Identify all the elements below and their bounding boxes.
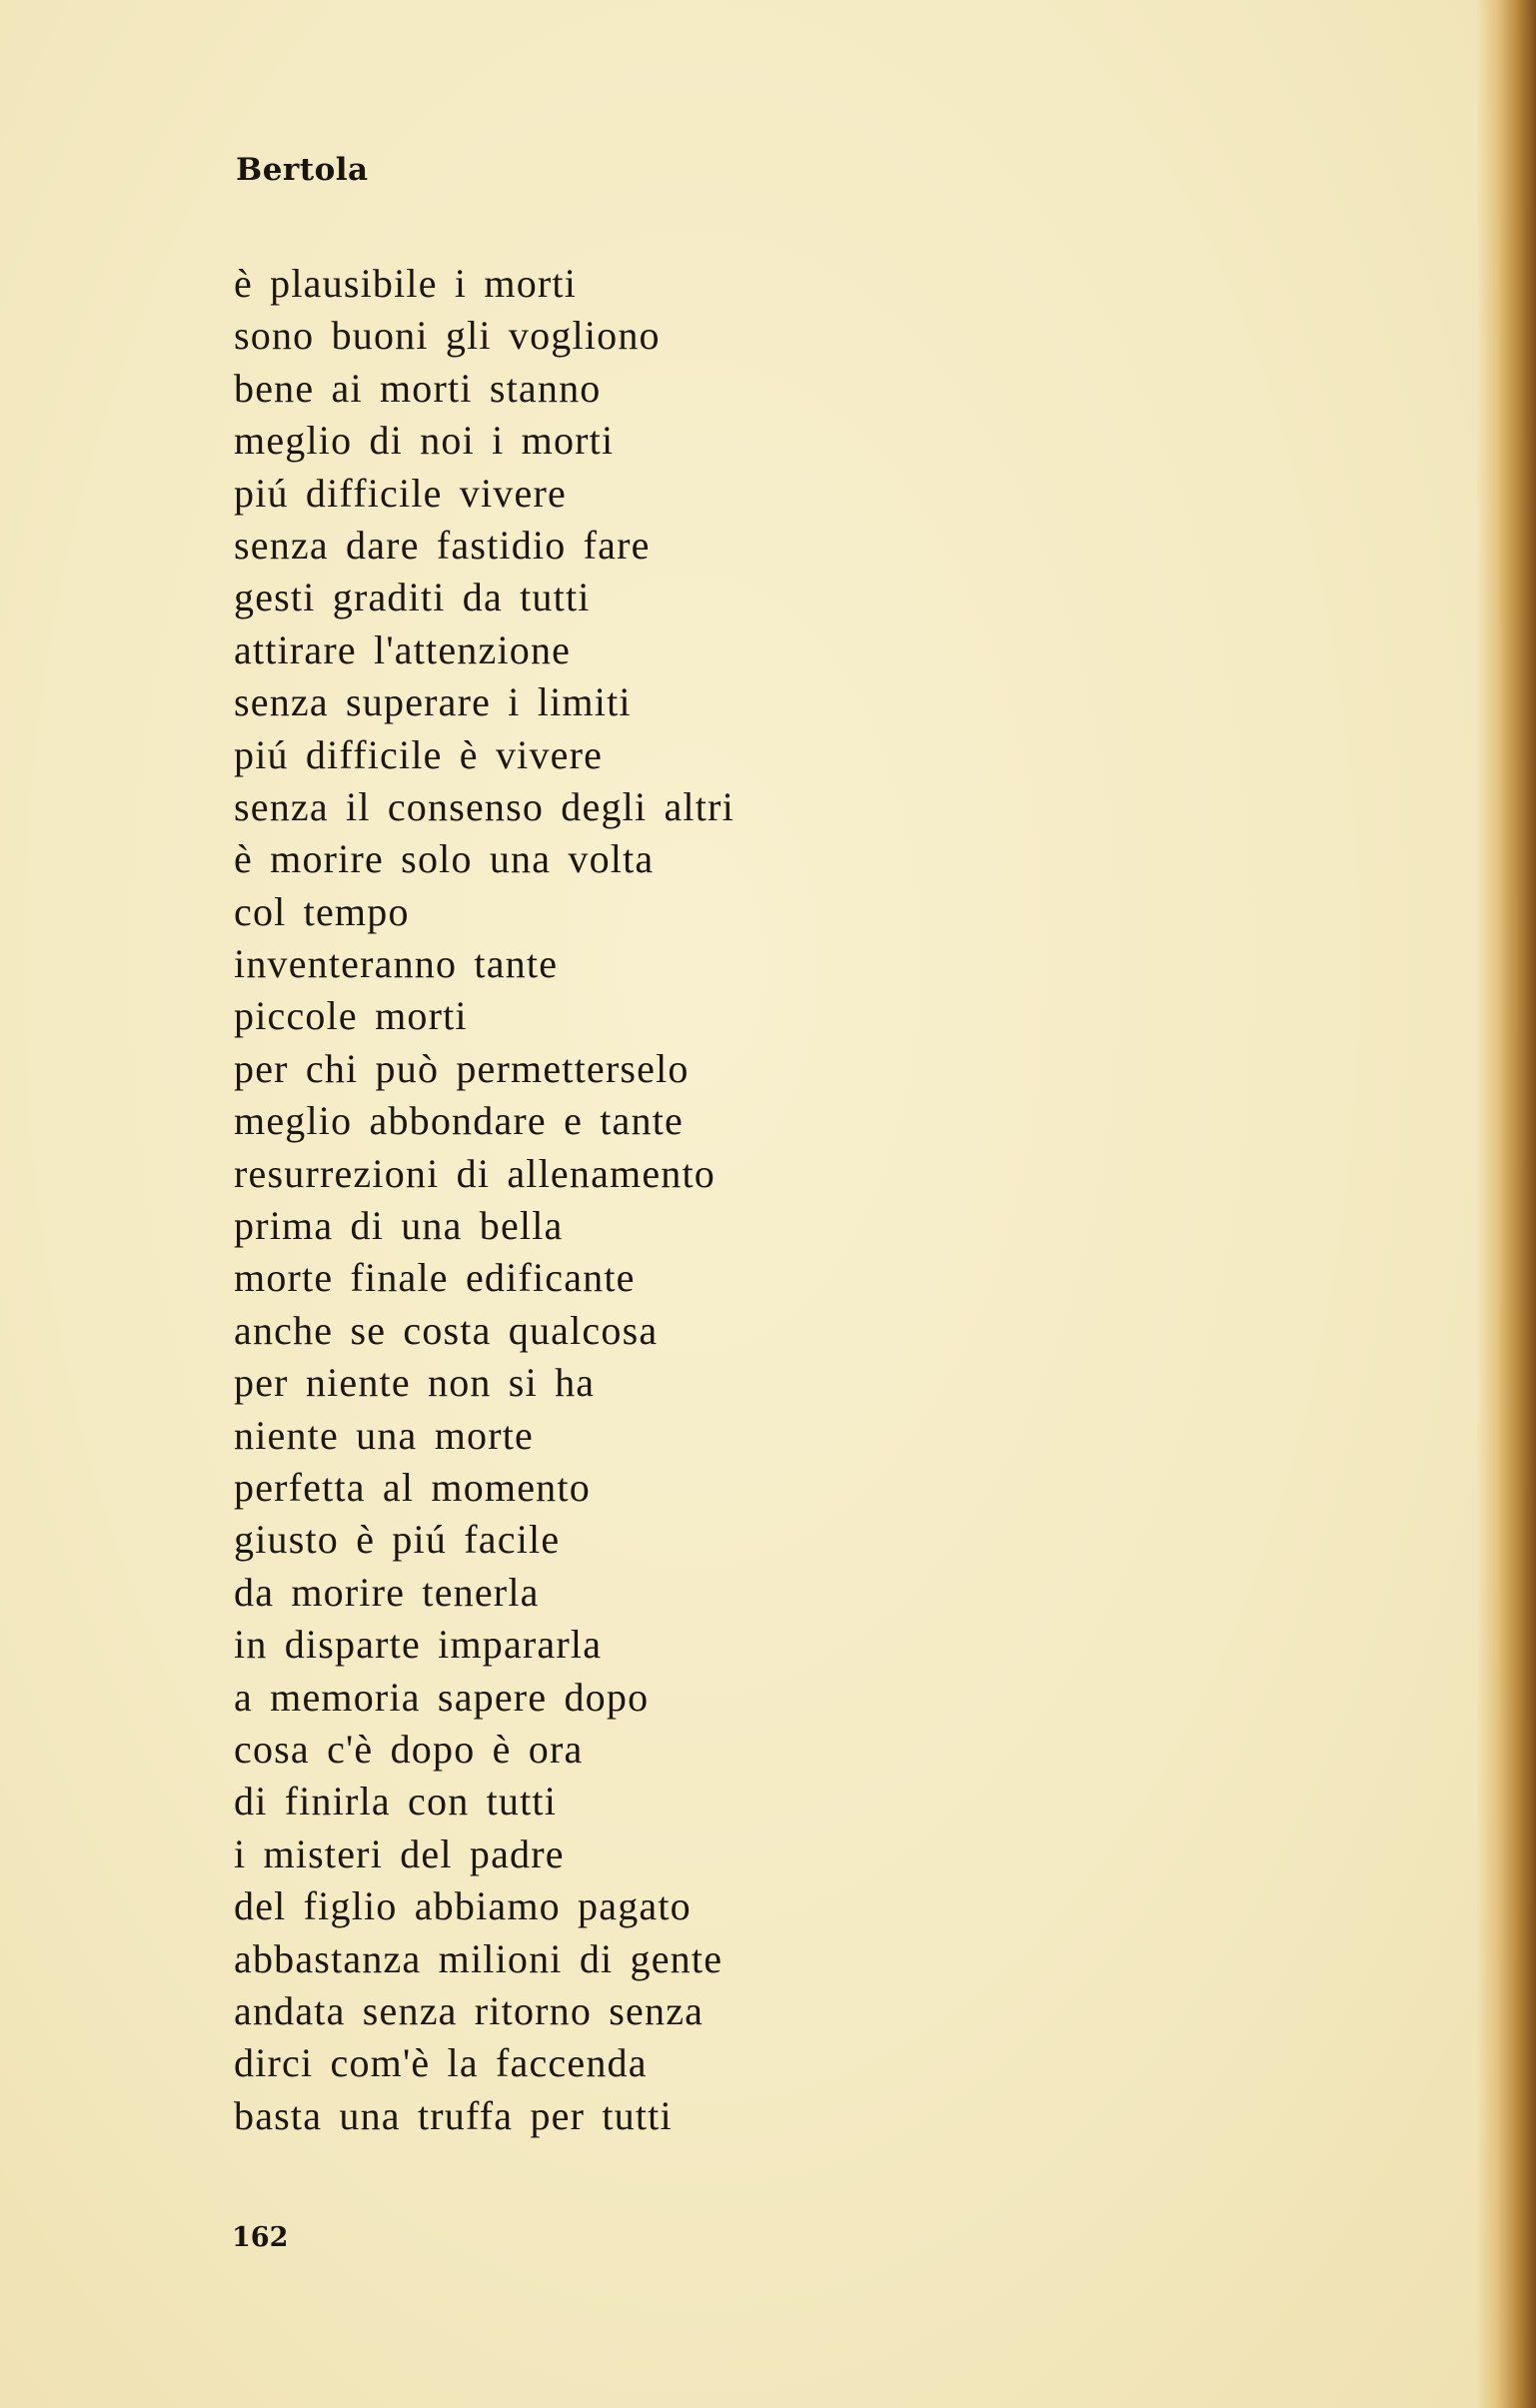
poem-line: senza dare fastidio fare <box>234 522 651 568</box>
poem-line: per niente non si ha <box>234 1360 596 1406</box>
poem-line: senza superare i limiti <box>234 679 632 725</box>
poem-line: bene ai morti stanno <box>234 365 602 411</box>
poem-line: morte finale edificante <box>234 1255 636 1301</box>
poem-line: di finirla con tutti <box>234 1779 558 1824</box>
spine-shadow <box>1476 0 1536 2408</box>
poem-line: col tempo <box>234 888 410 934</box>
poem-line: giusto è piú facile <box>234 1517 561 1563</box>
poem-line: gesti graditi da tutti <box>234 575 591 620</box>
poem-line: attirare l'attenzione <box>234 626 572 672</box>
poem-line: piú difficile è vivere <box>234 731 604 777</box>
poem-line: piccole morti <box>234 993 468 1039</box>
poem <box>234 258 735 2142</box>
poem-line: sono buoni gli vogliono <box>234 313 661 359</box>
poem-line: è morire solo una volta <box>234 836 655 882</box>
poem-line: resurrezioni di allenamento <box>234 1150 716 1196</box>
poem-line: i misteri del padre <box>234 1830 565 1876</box>
poem-line: piú difficile vivere <box>234 470 567 516</box>
poem-line: niente una morte <box>234 1412 534 1458</box>
poem-line: andata senza ritorno senza <box>234 1987 705 2033</box>
poem-line: per chi può permetterselo <box>234 1045 690 1091</box>
poem-line: prima di una bella <box>234 1203 564 1249</box>
poem-line: senza il consenso degli altri <box>234 783 735 829</box>
poem-line: basta una truffa per tutti <box>234 2092 673 2138</box>
poem-line: a memoria sapere dopo <box>234 1674 650 1720</box>
poem-line: da morire tenerla <box>234 1569 540 1615</box>
poem-line: meglio abbondare e tante <box>234 1098 684 1144</box>
poem-line: anche se costa qualcosa <box>234 1307 659 1353</box>
poem-line: del figlio abbiamo pagato <box>234 1883 692 1929</box>
poem-line: inventeranno tante <box>234 941 559 987</box>
poem-line: è plausibile i morti <box>234 261 578 306</box>
poem-line: cosa c'è dopo è ora <box>234 1726 584 1772</box>
page-number: 162 <box>232 2222 289 2253</box>
poem-line: perfetta al momento <box>234 1464 591 1510</box>
poem-line: meglio di noi i morti <box>234 418 615 464</box>
running-head: Bertola <box>236 152 369 188</box>
poem-line: abbastanza milioni di gente <box>234 1935 724 1981</box>
poem-line: in disparte impararla <box>234 1622 603 1668</box>
poem-line: dirci com'è la faccenda <box>234 2040 648 2086</box>
